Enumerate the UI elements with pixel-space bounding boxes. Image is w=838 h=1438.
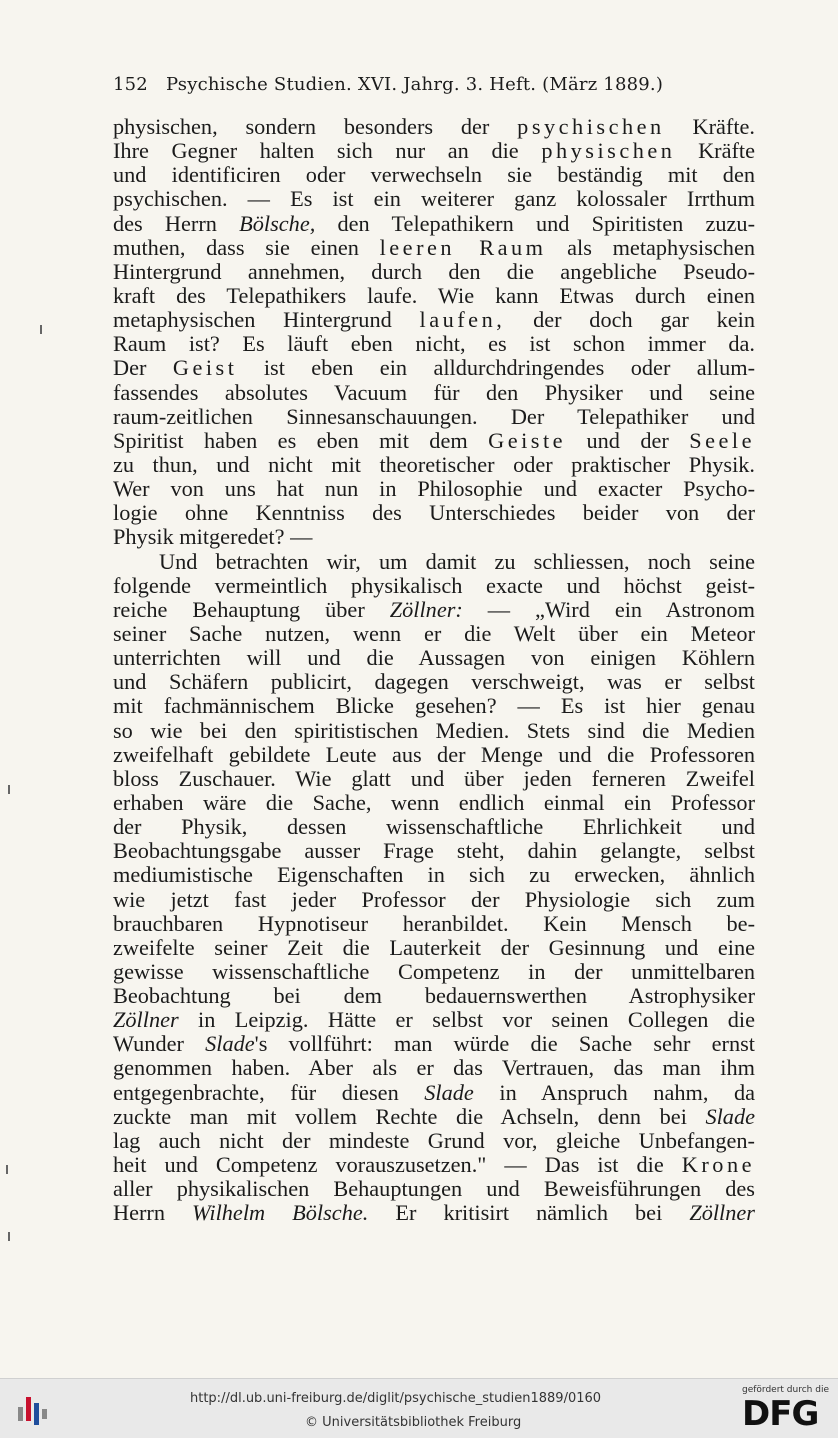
text-segment: mit fachmännischem Blicke gesehen? — Es ist hier genau — [113, 693, 755, 719]
spaced-emphasis: psychischen — [517, 114, 665, 139]
text-line — [113, 187, 755, 211]
spaced-emphasis: laufen, — [419, 307, 506, 333]
text-line — [113, 622, 755, 646]
text-segment: zu thun, und nicht mit theoretischer oder praktischer Physik. — [113, 451, 755, 477]
text-line — [113, 646, 755, 670]
text-segment: physischen, sondern besonders der — [113, 114, 518, 139]
text-line — [113, 815, 755, 839]
text-line — [113, 163, 755, 187]
text-segment: aller physikalischen Behauptungen und Beweisführungen des — [113, 1176, 755, 1202]
text-segment: unterrichten will und die Aussagen von einigen Köhlern — [113, 645, 755, 671]
ub-freiburg-logo-icon — [14, 1389, 54, 1429]
text-line — [113, 670, 755, 694]
text-line — [113, 1081, 755, 1105]
text-line — [113, 960, 755, 984]
text-line — [113, 260, 755, 284]
text-segment: Spiritist haben es eben mit dem — [113, 427, 489, 453]
text-line — [113, 719, 755, 743]
text-line — [113, 453, 755, 477]
text-segment: Er kritisirt nämlich bei — [368, 1200, 690, 1226]
text-segment: raum-zeitlichen Sinnesanschauungen. Der Telepathiker und — [113, 403, 755, 429]
text-line — [113, 598, 755, 622]
text-segment: zweifelhaft gebildete Leute aus der Menge und die Professoren — [113, 741, 755, 767]
italic-name: Bölsche, — [239, 210, 316, 236]
text-segment: Der — [113, 355, 173, 381]
text-line — [113, 332, 755, 356]
text-line — [113, 1129, 755, 1153]
italic-name: Zöllner: — [389, 596, 463, 622]
text-segment: lag auch nicht der mindeste Grund vor, gleiche Unbefangen- — [113, 1127, 755, 1153]
text-line — [113, 501, 755, 525]
text-segment: der Physik, dessen wissenschaftliche Ehrlichkeit und — [113, 814, 755, 840]
margin-mark — [6, 1165, 8, 1174]
funder-note: gefördert durch die — [742, 1385, 829, 1395]
text-line — [113, 936, 755, 960]
margin-mark — [8, 785, 10, 794]
text-segment: seiner Sache nutzen, wenn er die Welt über ein Meteor — [113, 620, 755, 646]
text-segment: wie jetzt fast jeder Professor der Physiologie sich zum — [113, 886, 755, 912]
text-segment: Wer von uns hat nun in Philosophie und exacter Psycho- — [113, 476, 755, 502]
text-line — [113, 694, 755, 718]
text-segment: in Anspruch nahm, da — [473, 1079, 755, 1105]
text-segment: erhaben wäre die Sache, wenn endlich einmal ein Professor — [113, 789, 755, 815]
text-segment: brauchbaren Hypnotiseur heranbildet. Kein Mensch be- — [113, 910, 755, 936]
text-line — [113, 429, 755, 453]
text-line — [113, 381, 755, 405]
margin-mark — [40, 325, 42, 334]
text-line — [113, 405, 755, 429]
text-segment: heit und Competenz vorauszusetzen." — Das ist die — [113, 1152, 682, 1178]
dfg-logo: DFG — [742, 1394, 819, 1434]
text-segment: des Herrn — [113, 210, 240, 236]
text-segment: Hintergrund annehmen, durch den die angebliche Pseudo- — [113, 258, 755, 284]
text-segment: reiche Behauptung über — [113, 596, 390, 622]
text-segment: zuckte man mit vollem Rechte die Achseln, denn bei — [113, 1103, 706, 1129]
text-line — [113, 284, 755, 308]
text-segment: Kräfte. — [664, 114, 755, 139]
text-segment: und identificiren oder verwechseln sie beständig mit den — [113, 162, 755, 188]
text-segment: zweifelte seiner Zeit die Lauterkeit der Gesinnung und eine — [113, 934, 755, 960]
text-line — [113, 1008, 755, 1032]
text-segment: metaphysischen Hintergrund — [113, 307, 420, 333]
text-line — [113, 912, 755, 936]
text-segment: — „Wird ein Astronom — [462, 596, 755, 622]
text-segment: Und betrachten wir, um damit zu schliessen, noch seine — [159, 548, 755, 574]
text-segment: und Schäfern publicirt, dagegen verschweigt, was er selbst — [113, 669, 755, 695]
text-line — [113, 1032, 755, 1056]
italic-name: Zöllner — [113, 1007, 179, 1033]
running-header — [113, 74, 755, 95]
text-line — [113, 863, 755, 887]
text-line — [113, 550, 755, 574]
text-line — [113, 574, 755, 598]
text-line — [113, 839, 755, 863]
text-segment: Raum ist? Es läuft eben nicht, es ist schon immer da. — [113, 331, 755, 357]
italic-name: Zöllner — [689, 1200, 755, 1226]
text-line — [113, 1201, 755, 1225]
body-text — [113, 115, 755, 1225]
text-segment: muthen, dass sie einen — [113, 234, 380, 260]
text-segment: logie ohne Kenntniss des Unterschiedes beider von der — [113, 500, 755, 526]
text-line — [113, 767, 755, 791]
text-segment: kraft des Telepathikers laufe. Wie kann Etwas durch einen — [113, 282, 755, 308]
text-line — [113, 477, 755, 501]
italic-name: Slade — [205, 1031, 255, 1057]
text-line — [113, 743, 755, 767]
spaced-emphasis: leeren Raum — [379, 234, 547, 260]
text-segment: Ihre Gegner halten sich nur an die — [113, 138, 542, 164]
text-segment: Herrn — [113, 1200, 193, 1226]
text-line — [113, 139, 755, 163]
spaced-emphasis: Krone — [681, 1152, 755, 1178]
text-segment: fassendes absolutes Vacuum für den Physiker und seine — [113, 379, 755, 405]
margin-mark — [8, 1232, 10, 1241]
text-line — [113, 356, 755, 380]
text-line — [113, 984, 755, 1008]
text-segment: ist eben ein alldurchdringendes oder allum- — [237, 355, 755, 381]
text-line — [113, 115, 755, 139]
text-segment: und der — [566, 427, 690, 453]
text-segment: Wunder — [113, 1031, 206, 1057]
text-segment: bloss Zuschauer. Wie glatt und über jeden ferneren Zweifel — [113, 765, 755, 791]
text-segment: Beobachtungsgabe ausser Frage steht, dahin gelangte, selbst — [113, 838, 755, 864]
text-line — [113, 308, 755, 332]
italic-name: Wilhelm Bölsche. — [192, 1200, 369, 1226]
text-line — [113, 1105, 755, 1129]
italic-name: Slade — [424, 1079, 474, 1105]
text-segment: den Telepathikern und Spiritisten zuzu- — [315, 210, 755, 236]
page-number: 152 — [113, 74, 148, 95]
text-segment: psychischen. — Es ist ein weiterer ganz kolossaler Irrthum — [113, 186, 755, 212]
text-segment: gewisse wissenschaftliche Competenz in der unmittelbaren — [113, 958, 755, 984]
running-title: Psychische Studien. XVI. Jahrg. 3. Heft. (März 1889.) — [165, 74, 664, 95]
text-line — [113, 212, 755, 236]
text-segment: mediumistische Eigenschaften in sich zu erwecken, ähnlich — [113, 862, 755, 888]
text-segment: als metaphysischen — [546, 234, 755, 260]
text-line — [113, 888, 755, 912]
text-segment: folgende vermeintlich physikalisch exacte und höchst geist- — [113, 572, 755, 598]
permalink-url[interactable]: http://dl.ub.uni-freiburg.de/diglit/psychische_studien1889/0160 — [190, 1391, 602, 1406]
text-line — [113, 236, 755, 260]
spaced-emphasis: Seele — [689, 427, 755, 453]
text-line — [113, 525, 755, 549]
text-line — [113, 1056, 755, 1080]
italic-name: Slade — [705, 1103, 755, 1129]
spaced-emphasis: Geist — [172, 355, 238, 381]
text-segment: in Leipzig. Hätte er selbst vor seinen Collegen die — [178, 1007, 755, 1033]
text-segment: entgegenbrachte, für diesen — [113, 1079, 425, 1105]
text-segment: genommen haben. Aber als er das Vertrauen, das man ihm — [113, 1055, 755, 1081]
copyright-notice: © Universitätsbibliothek Freiburg — [305, 1415, 522, 1430]
text-segment: Physik mitgeredet? — — [113, 524, 313, 550]
text-segment: Beobachtung bei dem bedauernswerthen Astrophysiker — [113, 983, 755, 1009]
text-segment: 's vollführt: man würde die Sache sehr ernst — [254, 1031, 756, 1057]
text-line — [113, 791, 755, 815]
spaced-emphasis: physischen — [541, 138, 676, 164]
text-line — [113, 1153, 755, 1177]
text-segment: so wie bei den spiritistischen Medien. Stets sind die Medien — [113, 717, 755, 743]
text-segment: Kräfte — [675, 138, 756, 164]
text-line — [113, 1177, 755, 1201]
footer-bar — [0, 1378, 838, 1438]
spaced-emphasis: Geiste — [488, 427, 567, 453]
text-segment: der doch gar kein — [505, 307, 755, 333]
